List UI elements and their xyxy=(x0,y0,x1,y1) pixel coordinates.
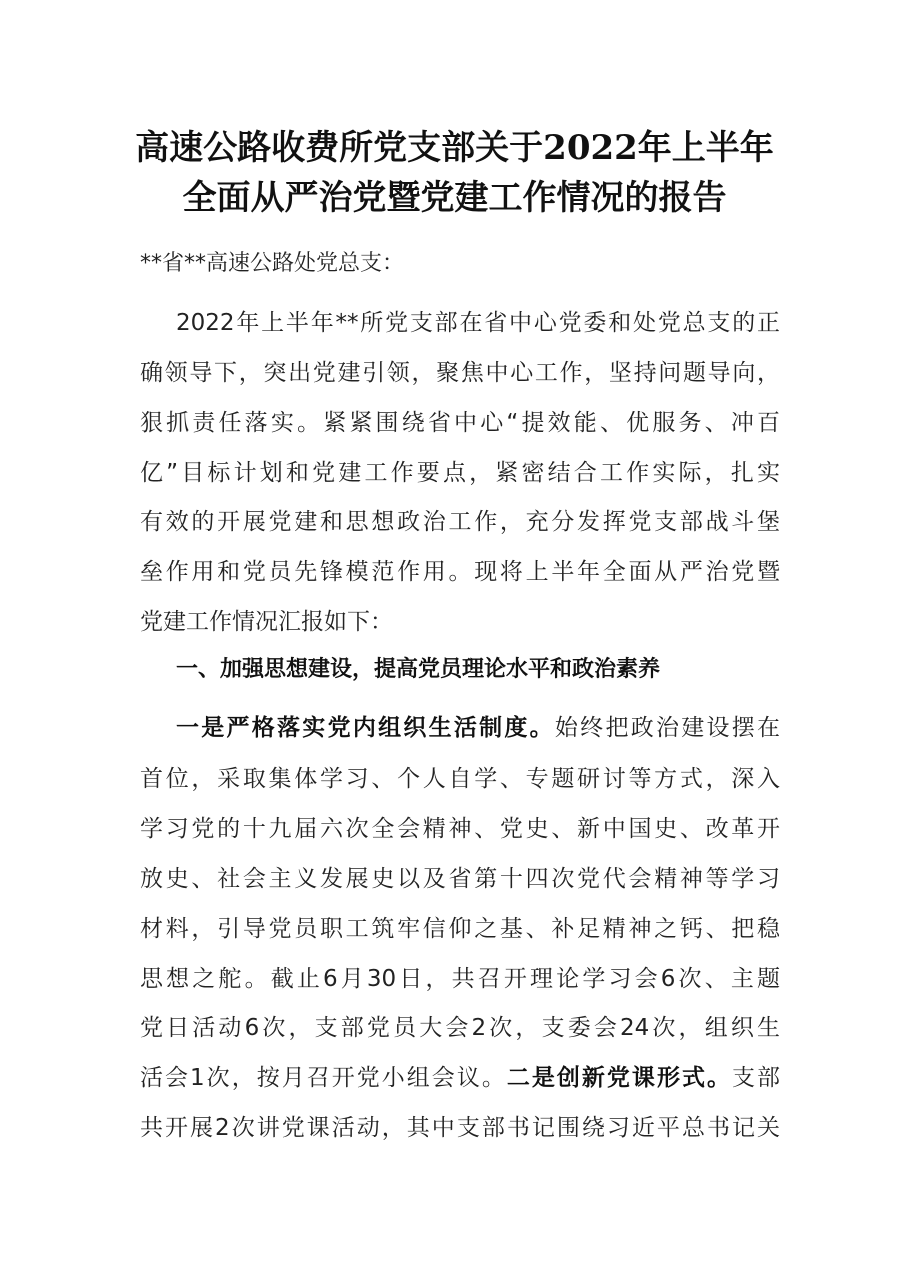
body-line: 共开展2次讲党课活动，其中支部书记围绕习近平总书记关 xyxy=(140,1115,780,1141)
body-line: 材料，引导党员职工筑牢信仰之基、补足精神之钙、把稳 xyxy=(140,916,780,942)
body-line: 学习党的十九届六次全会精神、党史、新中国史、改革开 xyxy=(140,816,780,842)
intro-line: 确领导下，突出党建引领，聚焦中心工作，坚持问题导向， xyxy=(140,360,780,386)
salutation: **省**高速公路处党总支： xyxy=(140,251,405,276)
intro-line: 垒作用和党员先锋模范作用。现将上半年全面从严治党暨 xyxy=(140,559,780,585)
intro-line: 党建工作情况汇报如下： xyxy=(140,609,393,635)
body-line xyxy=(140,1059,780,1092)
body-line: 思想之舵。截止6月30日，共召开理论学习会6次、主题 xyxy=(140,966,780,992)
body-line: 党日活动6次，支部党员大会2次，支委会24次，组织生 xyxy=(140,1015,780,1041)
intro-line: 亿”目标计划和党建工作要点，紧密结合工作实际，扎实 xyxy=(140,460,780,486)
intro-line: 2022年上半年**所党支部在省中心党委和处党总支的正 xyxy=(176,310,780,336)
body-text: 始终把政治建设摆在 xyxy=(554,715,781,741)
document-title-line-2: 全面从严治党暨党建工作情况的报告 xyxy=(182,178,727,218)
bold-lead-1: 一是严格落实党内组织生活制度。 xyxy=(176,715,555,741)
body-line: 首位，采取集体学习、个人自学、专题研讨等方式，深入 xyxy=(140,766,780,792)
intro-line: 有效的开展党建和思想政治工作，充分发挥党支部战斗堡 xyxy=(140,509,780,535)
body-line: 放史、社会主义发展史以及省第十四次党代会精神等学习 xyxy=(140,866,780,892)
section-heading: 一、加强思想建设，提高党员理论水平和政治素养 xyxy=(176,657,661,682)
intro-line: 狠抓责任落实。紧紧围绕省中心“提效能、优服务、冲百 xyxy=(140,410,780,436)
bold-lead-2: 二是创新党课形式。 xyxy=(506,1065,732,1091)
body-text: 支部 xyxy=(732,1065,781,1091)
body-line xyxy=(176,709,780,742)
body-text: 活会1次，按月召开党小组会议。 xyxy=(140,1065,507,1091)
document-title-line-1: 高速公路收费所党支部关于2022年上半年 xyxy=(135,128,774,168)
